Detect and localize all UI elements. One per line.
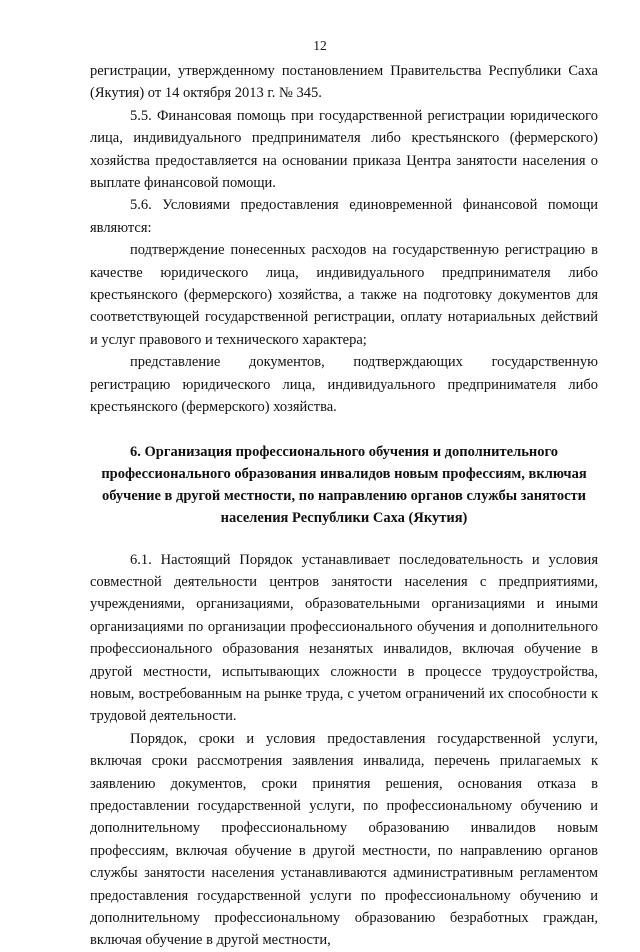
paragraph-condition-1: подтверждение понесенных расходов на государственную регистрацию в качестве юридического лица, индивидуального предпринимателя либо крестьянского (фермерского) хозяйства, а также на подготовку документов для соответствующей государственной регистрации, оплату нотариальных действий и услуг правового и технического характера;	[90, 242, 598, 348]
paragraph-6-1: 6.1. Настоящий Порядок устанавливает последовательность и условия совместной деятельности центров занятости населения с предприятиями, учреждениями, организациями, образовательными организациями и иными организациями по организации профессионального обучения и дополнительного профессионального образования незанятых инвалидов, включая обучение в другой местности, испытывающих сложности в процессе трудоустройства, новым, востребованным на рынке труда, с учетом ограничений их способности к трудовой деятельности.	[90, 551, 598, 725]
section-6-heading: 6. Организация профессионального обучения и дополнительного профессионального образования инвалидов новым профессиям, включая обучение в другой местности, по направлению органов службы занятости населения Республики Саха (Якутия)	[101, 443, 587, 526]
document-body	[90, 60, 598, 952]
paragraph-5-6: 5.6. Условиями предоставления единовременной финансовой помощи являются:	[90, 197, 598, 236]
paragraph-continuation: регистрации, утвержденному постановлением Правительства Республики Саха (Якутия) от 14 октября 2013 г. № 345.	[90, 63, 598, 102]
paragraph-procedure: Порядок, сроки и условия предоставления государственной услуги, включая сроки рассмотрения заявления инвалида, перечень прилагаемых к заявлению документов, сроки принятия решения, основания отказа в предоставлении государственной услуги, по профессиональному обучению и дополнительному профессиональному образованию инвалидов новым профессиям, включая обучение в другой местности, по направлению органов службы занятости населения устанавливаются административным регламентом предоставления государственной услуги по профессиональному обучению и дополнительному профессиональному образованию безработных граждан, включая обучение в другой местности,	[90, 730, 598, 949]
page-number: 12	[313, 38, 327, 53]
paragraph-condition-2: представление документов, подтверждающих государственную регистрацию юридического лица, индивидуального предпринимателя либо крестьянского (фермерского) хозяйства.	[90, 354, 598, 416]
paragraph-5-5: 5.5. Финансовая помощь при государственной регистрации юридического лица, индивидуального предпринимателя либо крестьянского (фермерского) хозяйства предоставляется на основании приказа Центра занятости населения о выплате финансовой помощи.	[90, 107, 598, 192]
